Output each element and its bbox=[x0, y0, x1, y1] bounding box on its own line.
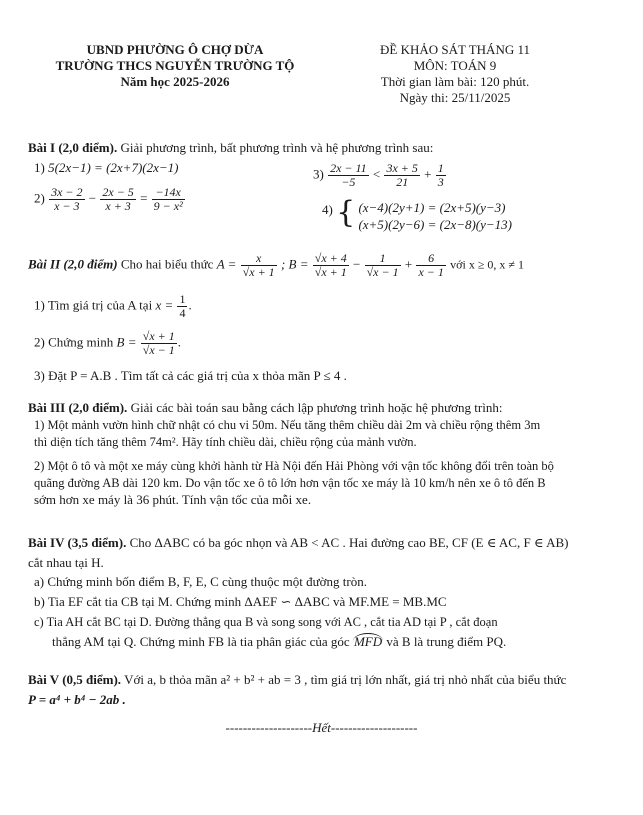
fraction: $\frac{1}{√x - 1}$ bbox=[366, 251, 399, 279]
bai1-p1-expr: 5(2x−1) = (2x+7)(2x−1) bbox=[48, 160, 179, 175]
bai3-heading bbox=[28, 400, 502, 416]
angle-mfd: MFD bbox=[353, 634, 383, 649]
bai2-question-1: 1) Tìm giá trị của A tại x = $\frac{1}{4}$ . bbox=[34, 292, 192, 320]
school-name: TRƯỜNG THCS NGUYỄN TRƯỜNG TỘ bbox=[55, 58, 295, 73]
bai4-line1: Cho ΔABC có ba góc nhọn và AB < AC . Hai đường cao BE, CF (E ∈ AC, F ∈ AB) bbox=[126, 535, 569, 550]
system-equations bbox=[358, 199, 512, 233]
bai3-p1-line2: thì diện tích tăng thêm 74m². Hãy tính chiều dài, chiều rộng của mảnh vườn. bbox=[34, 435, 417, 449]
bai4-part-c-line1: c) Tia AH cắt BC tại D. Đường thẳng qua B và song song với AC , cắt tia AD tại P , cắt đoạn bbox=[34, 615, 498, 629]
bai5-title: Bài V (0,5 điểm). bbox=[28, 672, 122, 687]
bai2-heading: Bài II (2,0 điểm) Cho hai biểu thức A = $\frac{x}{√x + 1}$ ; B = $\frac{√x + 4}{√x + 1}$ − $\frac{1}{√x - 1}$ + $\frac{6}{x - 1}$ với x ≥ 0, x ≠ 1 bbox=[28, 251, 524, 279]
bai2-q1-x: x = bbox=[155, 297, 174, 313]
bai3-title: Bài III (2,0 điểm). bbox=[28, 400, 128, 415]
bai4-part-c-line2 bbox=[52, 634, 506, 650]
bai4-part-a: a) Chứng minh bốn điểm B, F, E, C cùng thuộc một đường tròn. bbox=[34, 574, 367, 589]
bai3-p1-line1: 1) Một mảnh vườn hình chữ nhật có chu vi 50m. Nếu tăng thêm chiều dài 2m và chiều rộng thêm 3m bbox=[34, 418, 541, 432]
bai4-title: Bài IV (3,5 điểm). bbox=[28, 535, 127, 550]
bai1-problem-3: 3) $\frac{2x - 11}{-5}$ < $\frac{3x + 5}{21}$ + $\frac{1}{3}$ bbox=[313, 161, 444, 189]
expr-b-lhs: ; B = bbox=[280, 256, 309, 272]
end-marker: --------------------Hết-------------------- bbox=[225, 720, 418, 735]
bai4-heading bbox=[28, 535, 568, 551]
bai5-heading bbox=[28, 672, 566, 688]
bai3-intro: Giải các bài toán sau bằng cách lập phương trình hoặc hệ phương trình: bbox=[127, 400, 503, 415]
exam-duration: Thời gian làm bài: 120 phút. bbox=[380, 74, 530, 89]
fraction: $\frac{1}{4}$ bbox=[179, 292, 186, 320]
fraction: $\frac{√x + 1}{√x - 1}$ bbox=[142, 329, 175, 357]
bai5-line1: Với a, b thỏa mãn a² + b² + ab = 3 , tìm giá trị lớn nhất, giá trị nhỏ nhất của biểu thức bbox=[121, 672, 567, 687]
fraction: $\frac{2x - 5}{x + 3}$ bbox=[102, 185, 134, 213]
bai2-question-2: 2) Chứng minh B = $\frac{√x + 1}{√x - 1}$ . bbox=[34, 329, 182, 357]
bai2-q1-text: 1) Tìm giá trị của A tại bbox=[34, 297, 156, 313]
bai1-title: Bài I (2,0 điểm). bbox=[28, 140, 118, 155]
fraction: $\frac{3x + 5}{21}$ bbox=[386, 161, 418, 189]
bai3-p2-line1: 2) Một ô tô và một xe máy cùng khởi hành từ Hà Nội đến Hải Phòng với vận tốc không đổi trên toàn bộ bbox=[34, 459, 554, 473]
system-brace: { bbox=[336, 195, 356, 230]
fraction: $\frac{x}{√x + 1}$ bbox=[242, 251, 275, 279]
bai2-q2-b: B = bbox=[116, 334, 137, 350]
ward-name: UBND PHƯỜNG Ô CHỢ DỪA bbox=[86, 42, 264, 57]
bai1-p3-label: 3) bbox=[313, 166, 324, 182]
bai1-problem-2: 2) $\frac{3x - 2}{x - 3}$ − $\frac{2x - 5}{x + 3}$ = $\frac{-14x}{\text{9 − x²}}$ bbox=[34, 185, 183, 213]
exam-subject: MÔN: TOÁN 9 bbox=[413, 58, 497, 73]
bai3-p2-line3: sớm hơn xe máy là 36 phút. Tính vận tốc của mỗi xe. bbox=[34, 492, 312, 507]
fraction: $\frac{2x - 11}{-5}$ bbox=[330, 161, 367, 189]
expr-a-lhs: A = bbox=[216, 256, 237, 272]
bai4-c-text-b: và B là trung điểm PQ. bbox=[383, 634, 507, 649]
bai1-problem-1 bbox=[34, 160, 178, 176]
exam-title: ĐỀ KHẢO SÁT THÁNG 11 bbox=[380, 42, 530, 57]
bai3-p2-line2: quãng đường AB dài 120 km. Do vận tốc xe ô tô lớn hơn vận tốc xe máy là 10 km/h nên xe ô tô đến B bbox=[34, 476, 546, 490]
bai2-title: Bài II (2,0 điểm) bbox=[28, 256, 118, 272]
bai4-part-b: b) Tia EF cắt tia CB tại M. Chứng minh ΔAEF ∽ ΔABC và MF.ME = MB.MC bbox=[34, 594, 447, 609]
fraction: $\frac{3x - 2}{x - 3}$ bbox=[51, 185, 83, 213]
bai1-intro: Giải phương trình, bất phương trình và hệ phương trình sau: bbox=[117, 140, 434, 155]
exam-date: Ngày thi: 25/11/2025 bbox=[399, 90, 511, 105]
bai4-c-text-a: thẳng AM tại Q. Chứng minh FB là tia phân giác của góc bbox=[52, 634, 353, 649]
fraction: $\frac{-14x}{\text{9 − x²}}$ bbox=[153, 185, 183, 213]
bai5-line2: P = a⁴ + b⁴ − 2ab . bbox=[28, 692, 126, 707]
bai2-intro: Cho hai biểu thức bbox=[117, 256, 217, 272]
fraction: $\frac{1}{3}$ bbox=[437, 161, 444, 189]
fraction: $\frac{6}{x - 1}$ bbox=[418, 251, 444, 279]
exam-header bbox=[340, 42, 570, 106]
bai2-question-3: 3) Đặt P = A.B . Tìm tất cả các giá trị của x thỏa mãn P ≤ 4 . bbox=[34, 368, 347, 383]
bai1-p4-label: 4) bbox=[322, 202, 333, 217]
bai1-heading bbox=[28, 140, 433, 156]
fraction: $\frac{√x + 4}{√x + 1}$ bbox=[314, 251, 347, 279]
system-eq-1: (x−4)(2y+1) = (2x+5)(y−3) bbox=[358, 200, 506, 215]
bai1-problem-4 bbox=[322, 195, 513, 233]
system-eq-2: (x+5)(2y−6) = (2x−8)(y−13) bbox=[358, 217, 513, 232]
bai2-q2-text: 2) Chứng minh bbox=[34, 334, 117, 350]
bai1-p1-label: 1) bbox=[34, 160, 45, 175]
school-header bbox=[40, 42, 310, 90]
domain-condition: với x ≥ 0, x ≠ 1 bbox=[450, 257, 524, 272]
bai1-p2-label: 2) bbox=[34, 190, 45, 206]
school-year: Năm học 2025-2026 bbox=[120, 74, 230, 89]
bai4-line2: cắt nhau tại H. bbox=[28, 555, 104, 570]
